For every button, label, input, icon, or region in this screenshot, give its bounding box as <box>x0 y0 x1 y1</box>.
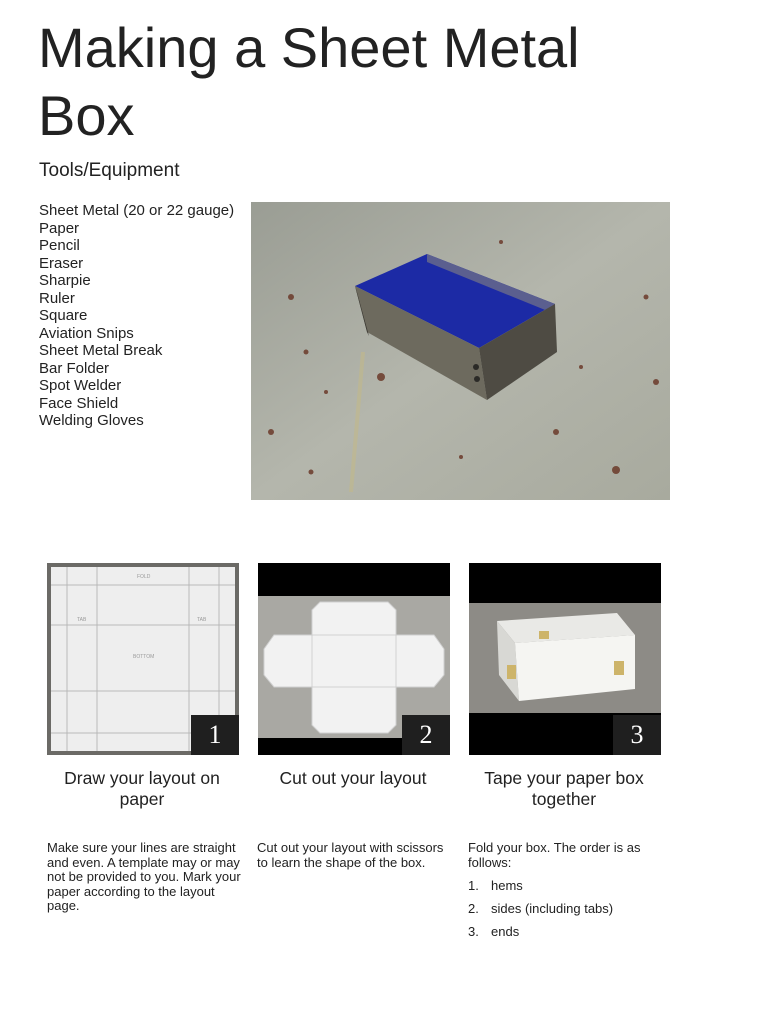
tool-item: Sharpie <box>39 272 91 289</box>
list-item <box>468 924 613 947</box>
tool-item: Welding Gloves <box>39 412 144 429</box>
finished-box-photo <box>251 202 670 500</box>
svg-text:TAB: TAB <box>197 617 207 623</box>
tool-item: Eraser <box>39 254 84 272</box>
list-item-number: 3. <box>468 924 479 939</box>
tools-heading: Tools/Equipment <box>39 160 180 181</box>
step-number-badge: 1 <box>191 715 239 755</box>
step-number-badge: 3 <box>613 715 661 755</box>
tool-item: Sheet Metal (20 or 22 gauge) <box>39 202 235 219</box>
tool-item: Bar Folder <box>39 359 110 377</box>
step-1-title: Draw your layout on paper <box>64 768 220 809</box>
tool-item: Square <box>39 307 88 324</box>
step-3-title: Tape your paper box together <box>484 768 644 809</box>
step-2-image <box>258 563 450 755</box>
tool-item: Paper <box>39 219 80 237</box>
svg-text:FOLD: FOLD <box>137 574 151 580</box>
step-2-title: Cut out your layout <box>279 768 427 788</box>
step-3-text: Fold your box. The order is as follows: <box>468 840 641 870</box>
tool-item: Spot Welder <box>39 377 122 394</box>
step-1-image <box>47 563 239 755</box>
list-item <box>468 901 613 924</box>
svg-text:TAB: TAB <box>77 617 87 623</box>
list-item-label: sides (including tabs) <box>491 901 614 916</box>
tools-list <box>39 202 234 430</box>
step-number-badge: 2 <box>402 715 450 755</box>
step-2-text: Cut out your layout with scissors to learn the shape of the box. <box>257 840 444 870</box>
tool-item: Aviation Snips <box>39 324 134 342</box>
page-title: Making a Sheet Metal Box <box>38 16 580 147</box>
step-3-image <box>469 563 661 755</box>
step-1-text: Make sure your lines are straight and even. A template may or may not be provided to you. Mark your paper according to the layout page. <box>47 840 241 914</box>
svg-text:BOTTOM: BOTTOM <box>133 654 155 660</box>
tool-item: Face Shield <box>39 394 119 412</box>
tool-item: Ruler <box>39 289 75 307</box>
list-item-number: 1. <box>468 878 479 893</box>
list-item-label: ends <box>491 924 520 939</box>
list-item-number: 2. <box>468 901 479 916</box>
tool-item: Pencil <box>39 237 80 254</box>
fold-order-list <box>468 878 613 947</box>
list-item <box>468 878 613 901</box>
tool-item: Sheet Metal Break <box>39 342 163 359</box>
list-item-label: hems <box>491 878 523 893</box>
